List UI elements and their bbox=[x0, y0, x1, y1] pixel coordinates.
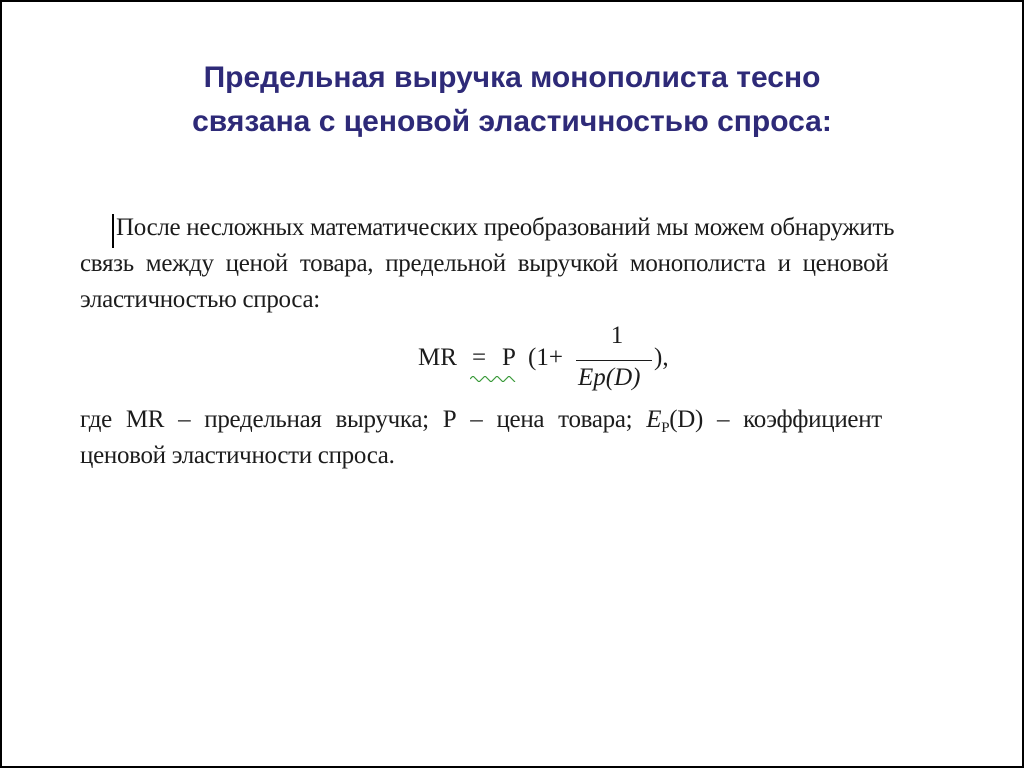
formula-mr: MR bbox=[418, 344, 457, 371]
formula-equals: = bbox=[472, 344, 487, 371]
definitions-text-end: (D) – коэффициент bbox=[669, 406, 882, 433]
fraction-bar bbox=[576, 360, 652, 361]
spellcheck-squiggle bbox=[470, 376, 516, 382]
formula-open-paren: (1+ bbox=[528, 344, 563, 371]
slide-title bbox=[42, 56, 982, 144]
formula-close-paren: ), bbox=[654, 344, 669, 371]
title-line-2: связана с ценовой эластичностью спроса: bbox=[192, 105, 832, 138]
title-line-1: Предельная выручка монополиста тесно bbox=[203, 61, 821, 94]
text-cursor bbox=[112, 214, 114, 248]
elasticity-symbol: E bbox=[646, 406, 662, 433]
paragraph-line-4 bbox=[80, 406, 882, 437]
elasticity-subscript: P bbox=[661, 420, 670, 436]
formula-numerator: 1 bbox=[610, 322, 624, 349]
marginal-revenue-formula bbox=[418, 322, 698, 396]
formula-denominator: Ep(D) bbox=[578, 364, 641, 391]
formula-price: P bbox=[502, 344, 516, 371]
scanned-text-block bbox=[80, 208, 976, 488]
paragraph-line-1: После несложных математических преобразований мы можем обнаружить bbox=[116, 214, 895, 241]
definitions-text: где MR – предельная выручка; Р – цена товара; bbox=[80, 406, 647, 433]
paragraph-line-2: связь между ценой товара, предельной выручкой монополиста и ценовой bbox=[80, 250, 889, 277]
paragraph-line-3: эластичностью спроса: bbox=[80, 286, 320, 313]
paragraph-line-5: ценовой эластичности спроса. bbox=[80, 442, 395, 469]
